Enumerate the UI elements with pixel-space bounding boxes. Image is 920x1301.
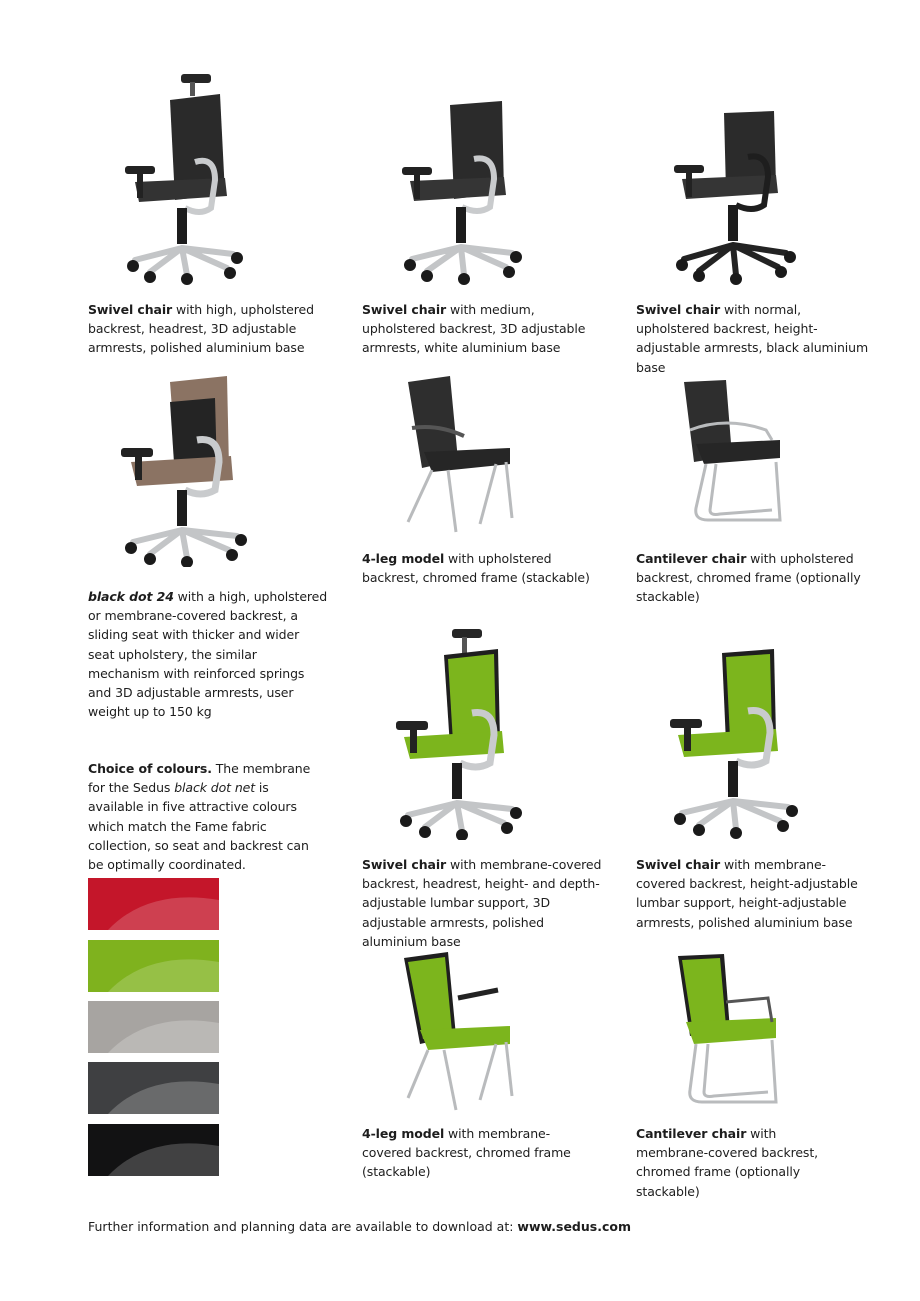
four-leg-chair-black-icon <box>398 374 528 539</box>
product-caption: Cantilever chair with membrane-covered backrest, chromed frame (optionally stackable) <box>636 1126 819 1199</box>
colour-swatch-dark-grey <box>88 1062 219 1114</box>
colour-swatch-black <box>88 1124 219 1176</box>
website-link[interactable]: www.sedus.com <box>517 1219 631 1234</box>
swivel-chair-green-icon <box>664 645 804 840</box>
product-caption: 4-leg model with upholstered backrest, chromed frame (stackable) <box>362 551 590 586</box>
product-caption: black dot 24 with a high, upholstered or membrane-covered backrest, a sliding seat with thicker and wider seat upholstery, the similar mechanism with reinforced springs and 3D adjustable armrests, user weight up to 150 kg <box>88 589 328 720</box>
product-caption: Swivel chair with high, upholstered backrest, headrest, 3D adjustable armrests, polished aluminium base <box>88 302 314 356</box>
cantilever-chair-black-icon <box>676 378 796 533</box>
product-caption: Swivel chair with membrane-covered backrest, headrest, height- and depth-adjustable lumbar support, 3D adjustable armrests, polished aluminium base <box>362 857 602 949</box>
swivel-chair-green-headrest-icon <box>390 625 530 840</box>
colour-swatch-red <box>88 878 219 930</box>
swivel-chair-high-headrest-black-icon <box>115 70 255 285</box>
swivel-chair-medium-black-icon <box>392 95 532 285</box>
product-caption: Swivel chair with normal, upholstered backrest, height-adjustable armrests, black aluminium base <box>636 302 869 375</box>
footer-note: Further information and planning data are available to download at: www.sedus.com <box>88 1219 631 1234</box>
colours-paragraph: Choice of colours. The membrane for the Sedus black dot net is available in five attractive colours which match the Fame fabric collection, so seat and backrest can be optimally coordinated. <box>88 761 311 873</box>
swivel-chair-normal-black-icon <box>664 105 804 285</box>
product-caption: Swivel chair with medium, upholstered backrest, 3D adjustable armrests, white aluminium base <box>362 302 586 356</box>
colour-swatch-grey <box>88 1001 219 1053</box>
product-caption: Cantilever chair with upholstered backrest, chromed frame (optionally stackable) <box>636 551 861 605</box>
colour-swatch-green <box>88 940 219 992</box>
cantilever-chair-green-icon <box>672 952 792 1114</box>
black-dot-24-chair-icon <box>115 372 255 567</box>
product-caption: 4-leg model with membrane-covered backrest, chromed frame (stackable) <box>362 1126 571 1180</box>
four-leg-chair-green-icon <box>398 950 528 1115</box>
product-caption: Swivel chair with membrane-covered backrest, height-adjustable lumbar support, height-adjustable armrests, polished aluminium base <box>636 857 858 930</box>
